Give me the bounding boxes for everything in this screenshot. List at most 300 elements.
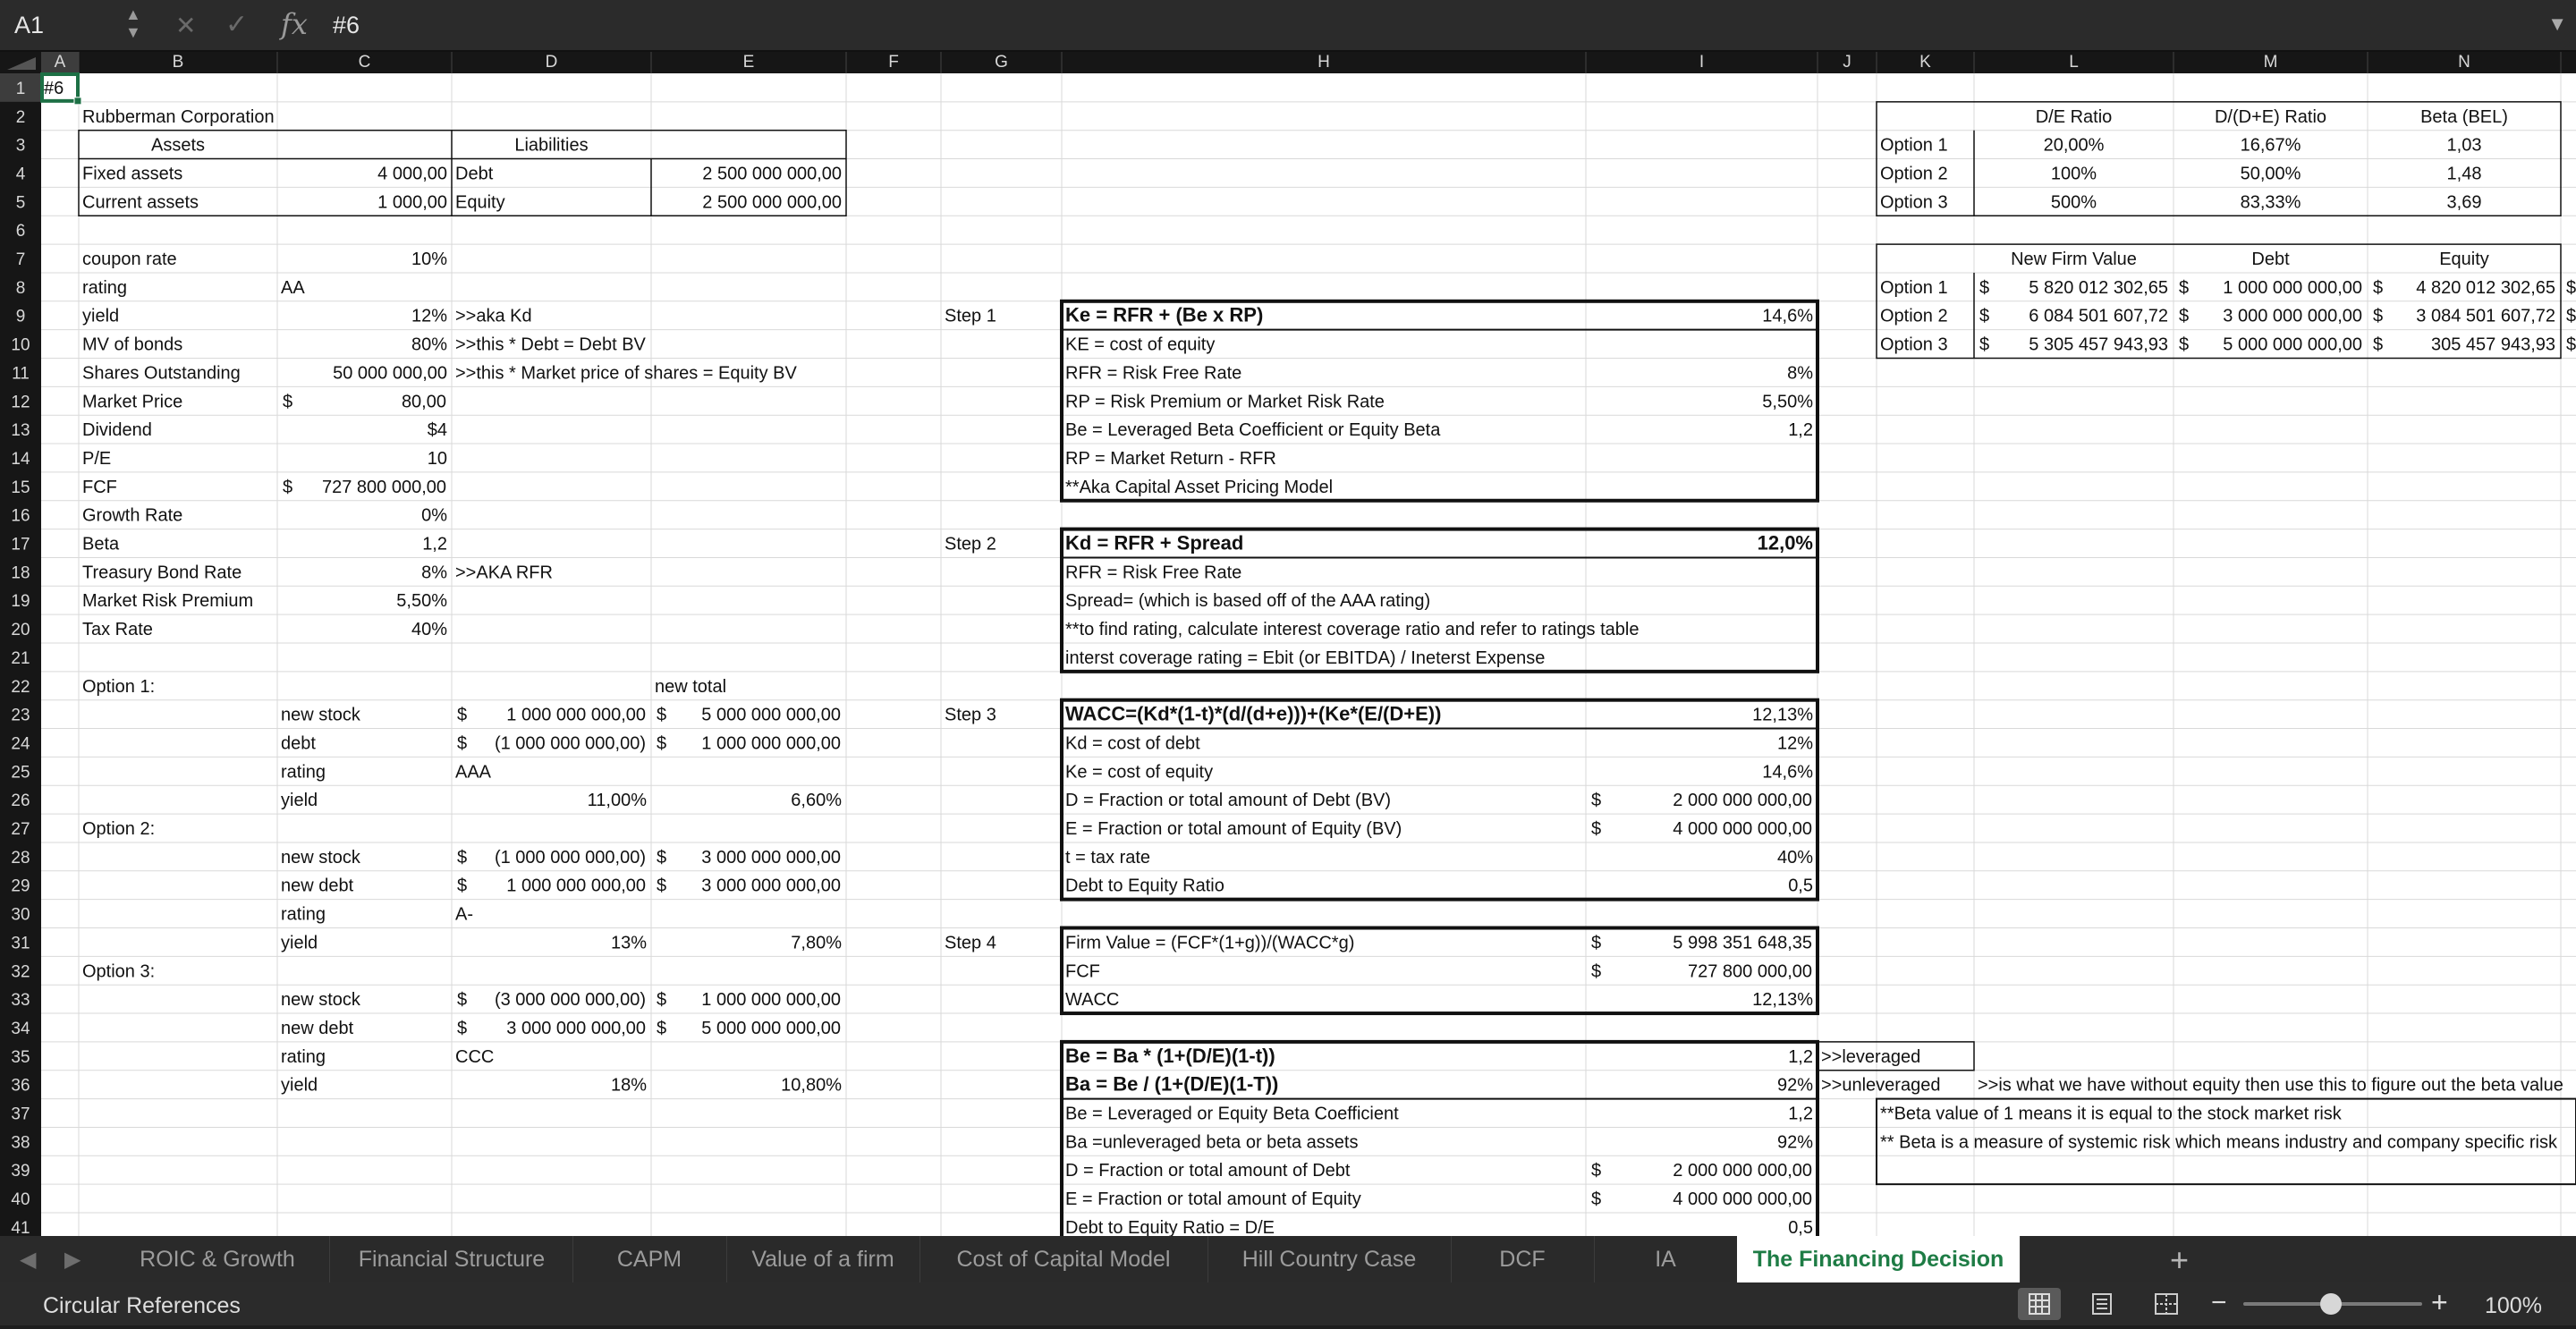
cell-value: 12% bbox=[411, 306, 447, 326]
cell-h17[interactable] bbox=[1065, 532, 1243, 554]
row-header-37[interactable]: 37 bbox=[11, 1105, 30, 1124]
cell-n5[interactable] bbox=[2447, 192, 2482, 212]
cell-d18[interactable] bbox=[455, 563, 553, 582]
cell-c18[interactable] bbox=[421, 563, 447, 582]
cell-h33[interactable] bbox=[1065, 990, 1119, 1010]
cell-i17[interactable] bbox=[1758, 532, 1813, 554]
row-header-38[interactable]: 38 bbox=[11, 1133, 30, 1153]
cell-d35[interactable] bbox=[455, 1047, 494, 1067]
prev-sheet-icon[interactable]: ◀ bbox=[20, 1248, 37, 1272]
function-icon[interactable]: fx bbox=[281, 7, 308, 41]
cell-e26[interactable] bbox=[791, 791, 842, 810]
cell-value: 100% bbox=[2050, 164, 2097, 184]
cell-i41[interactable] bbox=[1788, 1218, 1813, 1236]
row-header-27[interactable]: 27 bbox=[11, 820, 30, 840]
cell-h31[interactable] bbox=[1065, 933, 1354, 952]
cell-o8[interactable] bbox=[2566, 278, 2576, 298]
cell-j36[interactable] bbox=[1821, 1076, 1940, 1096]
cell-h9[interactable] bbox=[1065, 304, 1263, 326]
row-header-30[interactable]: 30 bbox=[11, 905, 30, 925]
cell-h40[interactable] bbox=[1065, 1189, 1361, 1209]
row-header-1[interactable]: 1 bbox=[15, 79, 26, 98]
column-header-n[interactable]: N bbox=[2458, 53, 2470, 72]
cell-l10[interactable] bbox=[1979, 335, 2168, 355]
currency-symbol: $ bbox=[457, 1018, 468, 1038]
cell-h29[interactable] bbox=[1065, 876, 1224, 896]
row-header-5[interactable]: 5 bbox=[15, 193, 26, 213]
row-header-20[interactable]: 20 bbox=[11, 621, 30, 640]
cell-value: 5,50% bbox=[1762, 392, 1813, 412]
cell-h10[interactable] bbox=[1065, 335, 1215, 355]
cell-h18[interactable] bbox=[1065, 563, 1241, 582]
cell-n8[interactable] bbox=[2373, 278, 2555, 298]
cell-h32[interactable] bbox=[1065, 961, 1100, 981]
cell-b4[interactable] bbox=[82, 164, 182, 183]
cell-b15[interactable] bbox=[82, 478, 117, 497]
row-header-41[interactable]: 41 bbox=[11, 1218, 30, 1236]
cell-i40[interactable] bbox=[1591, 1189, 1812, 1209]
cell-c35[interactable] bbox=[281, 1047, 326, 1067]
sheet-tab[interactable]: Cost of Capital Model bbox=[919, 1236, 1208, 1282]
row-header-14[interactable]: 14 bbox=[11, 449, 30, 469]
name-box[interactable]: A1 bbox=[14, 12, 45, 38]
cell-h14[interactable] bbox=[1065, 449, 1276, 469]
row-header-40[interactable]: 40 bbox=[11, 1190, 30, 1210]
row-header-26[interactable]: 26 bbox=[11, 791, 30, 811]
cell-value: 1,2 bbox=[422, 534, 447, 554]
cell-d30[interactable] bbox=[455, 905, 473, 925]
cell-l8[interactable] bbox=[1979, 278, 2168, 298]
cell-e28[interactable] bbox=[657, 848, 841, 868]
cell-d29[interactable] bbox=[457, 876, 646, 896]
cell-value: 0% bbox=[421, 505, 447, 526]
row-header-8[interactable]: 8 bbox=[15, 278, 26, 298]
cell-m7[interactable] bbox=[2251, 250, 2290, 269]
cell-c10[interactable] bbox=[411, 335, 447, 355]
row-header-10[interactable]: 10 bbox=[11, 335, 30, 355]
cell-h21[interactable] bbox=[1065, 648, 1545, 668]
sheet-tab[interactable]: CAPM bbox=[572, 1236, 727, 1282]
cell-i24[interactable] bbox=[1777, 733, 1813, 753]
cell-c17[interactable] bbox=[422, 535, 447, 554]
cell-m3[interactable] bbox=[2241, 136, 2301, 156]
cell-j35[interactable] bbox=[1821, 1047, 1920, 1067]
row-header-16[interactable]: 16 bbox=[11, 506, 30, 526]
cell-b11[interactable] bbox=[82, 363, 241, 383]
page-break-view-icon[interactable] bbox=[2145, 1288, 2188, 1320]
cell-i11[interactable] bbox=[1787, 363, 1813, 383]
normal-view-icon[interactable] bbox=[2018, 1288, 2061, 1320]
cell-c11[interactable] bbox=[333, 363, 447, 383]
row-header-2[interactable]: 2 bbox=[15, 107, 26, 127]
cell-d33[interactable] bbox=[457, 990, 646, 1010]
cell-c34[interactable] bbox=[281, 1019, 354, 1038]
cancel-icon[interactable]: ✕ bbox=[175, 12, 197, 39]
cell-d4[interactable] bbox=[455, 164, 494, 183]
cell-b2[interactable] bbox=[82, 107, 275, 127]
cell-d28[interactable] bbox=[457, 848, 646, 868]
column-header-l[interactable]: L bbox=[2069, 53, 2079, 72]
cell-b18[interactable] bbox=[82, 563, 242, 582]
cell-value: >>AKA RFR bbox=[455, 563, 553, 583]
cell-h25[interactable] bbox=[1065, 762, 1213, 782]
cell-d23[interactable] bbox=[457, 706, 646, 725]
cell-i29[interactable] bbox=[1788, 876, 1813, 896]
cell-e31[interactable] bbox=[791, 933, 842, 952]
cell-value: 2 500 000 000,00 bbox=[702, 164, 842, 184]
cell-b3[interactable] bbox=[151, 136, 205, 156]
row-header-3[interactable]: 3 bbox=[15, 136, 26, 156]
cell-c5[interactable] bbox=[377, 192, 447, 212]
cell-b5[interactable] bbox=[82, 192, 199, 212]
cell-h23[interactable] bbox=[1065, 703, 1441, 725]
cell-h15[interactable] bbox=[1065, 478, 1333, 497]
cell-b19[interactable] bbox=[82, 591, 253, 611]
row-header-29[interactable]: 29 bbox=[11, 876, 30, 896]
row-header-9[interactable]: 9 bbox=[15, 307, 26, 326]
cell-b17[interactable] bbox=[82, 535, 120, 554]
zoom-out-icon[interactable]: − bbox=[2211, 1288, 2227, 1317]
cell-value: 4 000 000 000,00 bbox=[1673, 1189, 1812, 1210]
status-bar bbox=[0, 1282, 2576, 1325]
cell-g9[interactable] bbox=[945, 307, 996, 326]
cell-i31[interactable] bbox=[1591, 933, 1812, 952]
column-header-g[interactable]: G bbox=[995, 53, 1008, 72]
cell-c26[interactable] bbox=[281, 791, 318, 810]
row-header-13[interactable]: 13 bbox=[11, 421, 30, 441]
sheet-tab[interactable]: Hill Country Case bbox=[1208, 1236, 1452, 1282]
row-header-22[interactable]: 22 bbox=[11, 677, 30, 697]
cell-e22[interactable] bbox=[655, 677, 726, 697]
spreadsheet-grid-area[interactable] bbox=[0, 52, 2576, 1236]
row-header-34[interactable]: 34 bbox=[11, 1019, 30, 1038]
cell-c23[interactable] bbox=[281, 706, 361, 725]
cell-i13[interactable] bbox=[1788, 420, 1813, 440]
cell-i39[interactable] bbox=[1591, 1161, 1812, 1181]
cell-l2[interactable] bbox=[2036, 107, 2113, 127]
cell-c24[interactable] bbox=[281, 733, 316, 753]
cell-m4[interactable] bbox=[2241, 164, 2301, 183]
column-header-m[interactable]: M bbox=[2263, 53, 2278, 72]
row-header-33[interactable]: 33 bbox=[11, 991, 30, 1011]
expand-formula-bar-icon[interactable]: ▼ bbox=[2547, 13, 2567, 35]
row-header-15[interactable]: 15 bbox=[11, 478, 30, 497]
cell-value: Option 3: bbox=[82, 961, 156, 982]
cell-i28[interactable] bbox=[1777, 848, 1813, 868]
cell-a1[interactable] bbox=[44, 79, 64, 98]
row-header-36[interactable]: 36 bbox=[11, 1076, 30, 1096]
column-header-h[interactable]: H bbox=[1318, 53, 1330, 72]
cell-c7[interactable] bbox=[411, 250, 447, 269]
cell-i37[interactable] bbox=[1788, 1105, 1813, 1124]
row-header-17[interactable]: 17 bbox=[11, 535, 30, 554]
column-header-d[interactable]: D bbox=[545, 53, 558, 72]
row-header-31[interactable]: 31 bbox=[11, 934, 30, 953]
cell-k37[interactable] bbox=[1880, 1105, 2343, 1124]
cell-c36[interactable] bbox=[281, 1076, 318, 1096]
cell-c16[interactable] bbox=[421, 506, 447, 526]
sheet-tab[interactable]: Financial Structure bbox=[331, 1236, 573, 1282]
formula-input[interactable]: #6 bbox=[333, 12, 360, 38]
row-header-24[interactable]: 24 bbox=[11, 734, 30, 754]
cell-e33[interactable] bbox=[657, 990, 841, 1010]
cell-b13[interactable] bbox=[82, 420, 152, 440]
cell-i32[interactable] bbox=[1591, 961, 1812, 981]
cell-m5[interactable] bbox=[2241, 192, 2301, 212]
row-header-39[interactable]: 39 bbox=[11, 1162, 30, 1181]
cell-m10[interactable] bbox=[2179, 335, 2362, 355]
page-layout-view-icon[interactable] bbox=[2080, 1288, 2123, 1320]
cell-value: RFR = Risk Free Rate bbox=[1065, 563, 1242, 583]
cell-d10[interactable] bbox=[455, 335, 647, 355]
cell-e23[interactable] bbox=[657, 706, 841, 725]
cell-n7[interactable] bbox=[2439, 250, 2489, 269]
cell-i33[interactable] bbox=[1752, 990, 1813, 1010]
cell-value: 1,03 bbox=[2446, 135, 2482, 156]
cell-value: 2 000 000 000,00 bbox=[1673, 791, 1812, 811]
cell-c31[interactable] bbox=[281, 933, 318, 952]
cell-k8[interactable] bbox=[1880, 278, 1948, 298]
cell-b10[interactable] bbox=[82, 335, 182, 355]
cell-g31[interactable] bbox=[945, 933, 996, 952]
cell-b12[interactable] bbox=[82, 392, 182, 411]
sheet-tab[interactable]: IA bbox=[1594, 1236, 1738, 1282]
cell-value: $ bbox=[2566, 277, 2576, 298]
cell-h38[interactable] bbox=[1065, 1132, 1358, 1152]
cell-g23[interactable] bbox=[945, 706, 996, 725]
cell-value: yield bbox=[281, 933, 318, 953]
cell-h13[interactable] bbox=[1065, 420, 1441, 440]
cell-c4[interactable] bbox=[377, 164, 447, 183]
cell-e24[interactable] bbox=[657, 733, 841, 753]
cell-g17[interactable] bbox=[945, 535, 996, 554]
cell-value: 305 457 943,93 bbox=[2430, 334, 2555, 355]
zoom-level: 100% bbox=[2485, 1293, 2542, 1318]
cell-m8[interactable] bbox=[2179, 278, 2362, 298]
cell-value: FCF bbox=[82, 477, 117, 497]
cell-m2[interactable] bbox=[2215, 107, 2326, 127]
cell-value: 1 000 000 000,00 bbox=[506, 876, 646, 896]
cell-i25[interactable] bbox=[1762, 762, 1813, 782]
cell-l5[interactable] bbox=[2051, 192, 2097, 212]
row-header-7[interactable]: 7 bbox=[15, 250, 26, 270]
cell-c28[interactable] bbox=[281, 848, 361, 868]
cell-value: 7,80% bbox=[791, 933, 842, 953]
cell-b7[interactable] bbox=[82, 250, 177, 269]
column-header-e[interactable]: E bbox=[742, 53, 755, 72]
cell-h11[interactable] bbox=[1065, 363, 1241, 383]
cell-h26[interactable] bbox=[1065, 791, 1391, 810]
column-header-b[interactable]: B bbox=[172, 53, 184, 72]
cell-b20[interactable] bbox=[82, 620, 153, 639]
cell-i27[interactable] bbox=[1591, 819, 1812, 839]
cell-k4[interactable] bbox=[1880, 164, 1948, 183]
cell-n4[interactable] bbox=[2447, 164, 2482, 183]
cell-k9[interactable] bbox=[1880, 307, 1948, 326]
cell-e34[interactable] bbox=[657, 1019, 841, 1038]
cell-h36[interactable] bbox=[1065, 1073, 1278, 1096]
cell-k5[interactable] bbox=[1880, 192, 1948, 212]
cell-m9[interactable] bbox=[2179, 307, 2362, 326]
row-header-4[interactable]: 4 bbox=[15, 165, 26, 184]
cell-c8[interactable] bbox=[281, 278, 305, 298]
row-header-35[interactable]: 35 bbox=[11, 1047, 30, 1067]
cell-i38[interactable] bbox=[1777, 1132, 1813, 1152]
cell-value: **to find rating, calculate interest coverage ratio and refer to ratings table bbox=[1065, 620, 1640, 640]
cell-o9[interactable] bbox=[2566, 307, 2576, 326]
cell-l4[interactable] bbox=[2051, 164, 2097, 183]
currency-symbol: $ bbox=[1591, 933, 1602, 953]
cell-d26[interactable] bbox=[588, 791, 648, 810]
cell-value: 5,50% bbox=[396, 591, 447, 612]
cell-c25[interactable] bbox=[281, 762, 326, 782]
cell-i35[interactable] bbox=[1788, 1047, 1813, 1067]
cell-e29[interactable] bbox=[657, 876, 841, 896]
cell-value: Beta (BEL) bbox=[2420, 106, 2508, 127]
cell-value: 40% bbox=[1776, 847, 1813, 868]
cell-k10[interactable] bbox=[1880, 335, 1948, 355]
cell-h24[interactable] bbox=[1065, 733, 1200, 753]
cell-h20[interactable] bbox=[1065, 620, 1639, 639]
row-header-12[interactable]: 12 bbox=[11, 393, 30, 412]
cell-l9[interactable] bbox=[1979, 307, 2168, 326]
row-header-23[interactable]: 23 bbox=[11, 706, 30, 725]
cell-c13[interactable] bbox=[428, 420, 447, 440]
cell-value: Ke = RFR + (Be x RP) bbox=[1065, 303, 1264, 326]
cell-d24[interactable] bbox=[457, 733, 646, 753]
sheet-tab[interactable]: Value of a firm bbox=[726, 1236, 920, 1282]
spreadsheet-grid[interactable] bbox=[0, 52, 2576, 1236]
cell-i36[interactable] bbox=[1777, 1076, 1813, 1096]
cell-b22[interactable] bbox=[82, 677, 155, 697]
column-header-f[interactable]: F bbox=[888, 53, 899, 72]
cell-c30[interactable] bbox=[281, 905, 326, 925]
cell-value: 80,00 bbox=[401, 392, 446, 412]
cell-i26[interactable] bbox=[1591, 791, 1812, 810]
row-header-28[interactable]: 28 bbox=[11, 848, 30, 868]
row-header-11[interactable]: 11 bbox=[12, 364, 30, 384]
cell-n3[interactable] bbox=[2447, 136, 2482, 156]
cell-d31[interactable] bbox=[611, 933, 647, 952]
column-header-a[interactable]: A bbox=[54, 53, 66, 72]
cell-value: 14,6% bbox=[1762, 762, 1813, 783]
cell-d9[interactable] bbox=[455, 307, 532, 326]
cell-c9[interactable] bbox=[411, 307, 447, 326]
cell-i9[interactable] bbox=[1762, 307, 1813, 326]
cell-value: 1,2 bbox=[1788, 1104, 1813, 1124]
cell-h12[interactable] bbox=[1065, 392, 1385, 411]
cell-e4[interactable] bbox=[702, 164, 842, 183]
cell-d34[interactable] bbox=[457, 1019, 646, 1038]
cell-value: Be = Leveraged or Equity Beta Coefficient bbox=[1065, 1104, 1399, 1124]
cell-d36[interactable] bbox=[611, 1076, 647, 1096]
cell-l36[interactable] bbox=[1978, 1076, 2563, 1096]
cell-e36[interactable] bbox=[781, 1076, 842, 1096]
cell-h37[interactable] bbox=[1065, 1105, 1399, 1124]
cell-c29[interactable] bbox=[281, 876, 354, 896]
cell-b9[interactable] bbox=[82, 307, 119, 326]
cell-l7[interactable] bbox=[2011, 250, 2137, 269]
cell-d25[interactable] bbox=[455, 762, 492, 782]
cell-c14[interactable] bbox=[428, 449, 447, 469]
cell-h39[interactable] bbox=[1065, 1161, 1351, 1181]
cell-b27[interactable] bbox=[82, 819, 155, 839]
column-header-j[interactable]: J bbox=[1843, 53, 1852, 72]
cell-d5[interactable] bbox=[455, 192, 505, 212]
cell-value: Ba =unleveraged beta or beta assets bbox=[1065, 1132, 1359, 1153]
cell-n9[interactable] bbox=[2373, 307, 2555, 326]
cell-value: Option 3 bbox=[1880, 334, 1948, 355]
cell-b16[interactable] bbox=[82, 506, 182, 526]
row-header-25[interactable]: 25 bbox=[11, 763, 30, 783]
cell-value: 727 800 000,00 bbox=[321, 477, 446, 497]
add-sheet-icon[interactable]: + bbox=[2170, 1241, 2190, 1278]
cell-l3[interactable] bbox=[2044, 136, 2105, 156]
row-header-32[interactable]: 32 bbox=[11, 962, 30, 982]
zoom-in-icon[interactable]: + bbox=[2431, 1286, 2448, 1318]
sheet-tab[interactable]: The Financing Decision bbox=[1737, 1236, 2021, 1282]
name-box-stepper-icon[interactable]: ▲ ▼ bbox=[125, 5, 141, 41]
cell-h28[interactable] bbox=[1065, 848, 1150, 868]
cell-c20[interactable] bbox=[411, 620, 447, 639]
cell-e5[interactable] bbox=[702, 192, 842, 212]
cell-contents bbox=[44, 79, 2576, 1236]
cell-o10[interactable] bbox=[2566, 335, 2576, 355]
cell-b14[interactable] bbox=[82, 449, 111, 469]
sheet-tab[interactable]: DCF bbox=[1451, 1236, 1595, 1282]
cell-c33[interactable] bbox=[281, 990, 361, 1010]
cell-h19[interactable] bbox=[1065, 591, 1430, 611]
check-icon[interactable]: ✓ bbox=[225, 10, 249, 39]
row-header-18[interactable]: 18 bbox=[11, 563, 30, 583]
zoom-slider-thumb[interactable] bbox=[2320, 1293, 2342, 1315]
cell-c15[interactable] bbox=[283, 478, 446, 497]
cell-k3[interactable] bbox=[1880, 136, 1948, 156]
column-header-c[interactable]: C bbox=[358, 53, 371, 72]
next-sheet-icon[interactable]: ▶ bbox=[64, 1248, 81, 1272]
cell-c12[interactable] bbox=[283, 392, 446, 411]
cell-k38[interactable] bbox=[1880, 1132, 2558, 1152]
cell-value: new stock bbox=[281, 705, 360, 725]
cell-i12[interactable] bbox=[1762, 392, 1813, 411]
cell-value: Kd = cost of debt bbox=[1065, 733, 1200, 754]
column-header-k[interactable]: K bbox=[1919, 53, 1931, 72]
cell-h41[interactable] bbox=[1065, 1218, 1275, 1236]
cell-d11[interactable] bbox=[455, 363, 798, 383]
column-header-i[interactable]: I bbox=[1699, 53, 1705, 72]
cell-c19[interactable] bbox=[396, 591, 447, 611]
cell-i23[interactable] bbox=[1752, 706, 1813, 725]
cell-h27[interactable] bbox=[1065, 819, 1402, 839]
cell-value: interst coverage rating = Ebit (or EBITDA) / Ineterst Expense bbox=[1065, 648, 1546, 668]
row-header-6[interactable]: 6 bbox=[15, 222, 26, 241]
cell-d3[interactable] bbox=[514, 136, 588, 156]
row-header-21[interactable]: 21 bbox=[11, 648, 30, 668]
row-header-19[interactable]: 19 bbox=[11, 592, 30, 612]
cell-n10[interactable] bbox=[2373, 335, 2555, 355]
cell-h35[interactable] bbox=[1065, 1045, 1275, 1067]
cell-value: 4 820 012 302,65 bbox=[2416, 277, 2555, 298]
cell-n2[interactable] bbox=[2420, 107, 2508, 127]
cell-value: New Firm Value bbox=[2011, 250, 2137, 270]
cell-value: >>this * Market price of shares = Equity BV bbox=[455, 363, 797, 384]
cell-value: 1 000 000 000,00 bbox=[506, 705, 646, 725]
cell-b8[interactable] bbox=[82, 278, 127, 298]
sheet-tab[interactable]: ROIC & Growth bbox=[106, 1236, 330, 1282]
cell-b32[interactable] bbox=[82, 961, 155, 981]
fill-handle[interactable] bbox=[74, 97, 81, 105]
cell-value: Debt bbox=[455, 164, 494, 184]
